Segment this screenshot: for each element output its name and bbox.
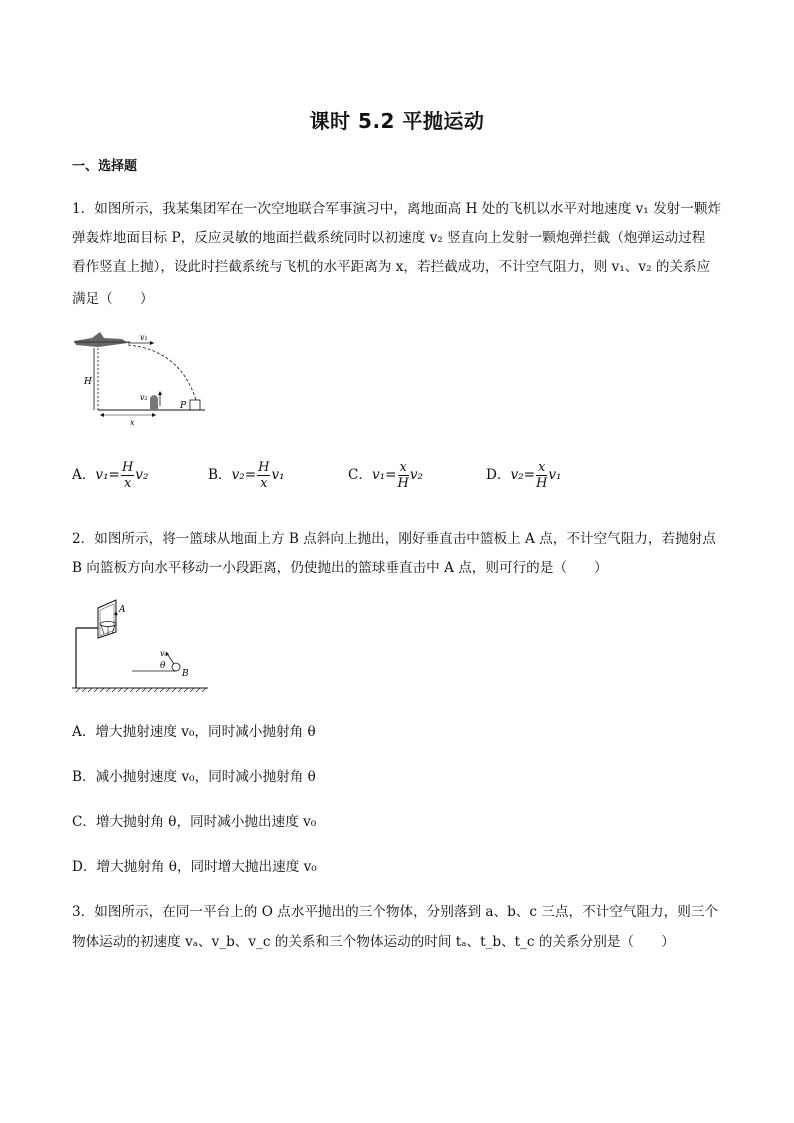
q1-option-c[interactable]: C．v₁= $\frac{x}{H}$ v₂: [348, 460, 424, 491]
q1-figure: [70, 328, 210, 428]
q1-line-1: 1．如图所示，我某集团军在一次空地联合军事演习中，离地面高 H 处的飞机以水平对地速度 v₁ 发射一颗炸: [72, 201, 722, 217]
q1-line-4: 满足（ ）: [72, 291, 154, 307]
q1-fig-v2: v₂: [140, 393, 148, 402]
q2-option-d[interactable]: D．增大抛射角 θ，同时增大抛出速度 v₀: [72, 859, 317, 875]
q1-option-a[interactable]: A．v₁= $\frac{H}{x}$ v₂: [72, 460, 149, 491]
q1-line-2: 弹轰炸地面目标 P，反应灵敏的地面拦截系统同时以初速度 v₂ 竖直向上发射一颗炮弹拦截（炮弹运动过程: [72, 230, 706, 246]
plane-icon: [74, 332, 128, 347]
q2-fig-A: A: [119, 605, 126, 615]
q1-line-3: 看作竖直上抛），设此时拦截系统与飞机的水平距离为 x，若拦截成功，不计空气阻力，则 v₁、v₂ 的关系应: [72, 259, 711, 275]
q1-fig-P: P: [180, 401, 187, 411]
q2-option-b[interactable]: B．减小抛射速度 v₀，同时减小抛射角 θ: [72, 769, 316, 785]
q1-fig-x: x: [130, 418, 135, 427]
q3-line-2: 物体运动的初速度 vₐ、v_b、v_c 的关系和三个物体运动的时间 tₐ、t_b、t_c 的关系分别是（ ）: [72, 934, 675, 950]
q2-line-1: 2．如图所示，将一篮球从地面上方 B 点斜向上抛出，刚好垂直击中篮板上 A 点，不计空气阻力，若抛射点: [72, 531, 716, 547]
q2-fig-B: B: [182, 669, 189, 679]
q2-fig-theta: θ: [160, 661, 166, 671]
q1-fig-v1: v₁: [140, 333, 148, 342]
q1-fig-H: H: [84, 377, 92, 387]
section-heading: 一、选择题: [72, 159, 138, 174]
page-title: 课时 5.2 平抛运动: [309, 109, 485, 133]
q2-figure: [70, 596, 210, 696]
q2-option-a[interactable]: A．增大抛射速度 v₀，同时减小抛射角 θ: [72, 724, 316, 740]
q1-option-b[interactable]: B．v₂= $\frac{H}{x}$ v₁: [208, 460, 285, 491]
q1-option-d[interactable]: D．v₂= $\frac{x}{H}$ v₁: [486, 460, 562, 491]
q2-option-c[interactable]: C．增大抛射角 θ，同时减小抛出速度 v₀: [72, 814, 317, 830]
q2-fig-v0: v₀: [160, 649, 168, 658]
q3-line-1: 3．如图所示，在同一平台上的 O 点水平抛出的三个物体，分别落到 a、b、c 三点，不计空气阻力，则三个: [72, 904, 719, 920]
q2-line-2: B 向篮板方向水平移动一小段距离，仍使抛出的篮球垂直击中 A 点，则可行的是（ ）: [72, 560, 608, 576]
